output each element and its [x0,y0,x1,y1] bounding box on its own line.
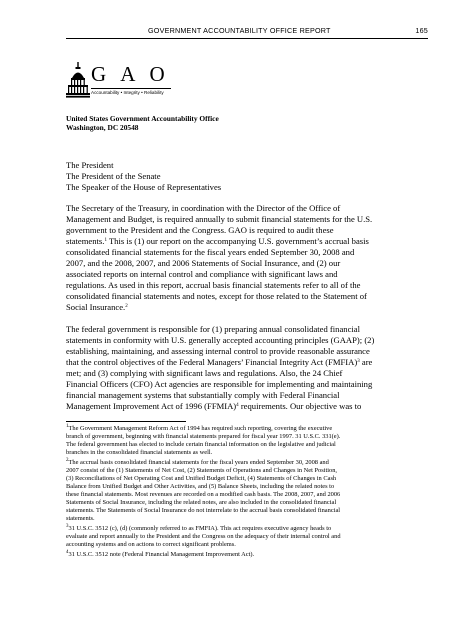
footnote-3-line: accounting systems and on actions to correct significant problems. [66,541,236,548]
footnote-3-line: $^3$31 U.S.C. 3512 (c), (d) (commonly referred to as FMFIA). This act requires executive agency heads to [66,524,332,532]
footnote-2-line: $^2$The accrual basis consolidated financial statements for the fiscal years ended September 30, 2008 and [66,458,329,466]
address-line-2: Washington, DC 20548 [66,123,139,132]
p2-line: statements in conformity with U.S. generally accepted accounting principles (GAAP); (2) [66,335,375,345]
p2-last-b: requirements. Our objective was to [238,401,362,411]
footnote-ref-4: 4 [236,403,239,408]
footnote-ref-2: 2 [125,304,128,309]
footnote-4-mark: 4 [66,550,69,555]
p2-last-a: Management Improvement Act of 1996 (FFMIA) [66,401,237,411]
p1-line: government to the President and the Congress. GAO is required to audit these [66,225,334,235]
p2-line [66,401,361,412]
recipient-senate: The President of the Senate [66,171,161,181]
logo-tagline: Accountability • Integrity • Reliability [91,90,164,95]
capitol-dome-icon [66,62,90,102]
p1-line: consolidated financial statements for the fiscal years ended September 30, 2008 and [66,247,355,257]
p1-line [66,302,128,313]
p2-line4-b: are [359,357,373,367]
footnote-ref-1: 1 [104,238,107,243]
header-title: GOVERNMENT ACCOUNTABILITY OFFICE REPORT [148,26,331,35]
footnote-2-line: statements. [66,515,95,522]
p2-line: Financial Officers (CFO) Act agencies are responsible for implementing and maintaining [66,379,373,389]
p1-line [66,236,369,247]
footnote-1-line: branch of government, beginning with financial statements prepared for fiscal year 1997. 31 U.S.C. 331(e). [66,433,341,440]
logo-rule [91,88,171,89]
footnote-3-mark: 3 [66,524,69,529]
recipient-president: The President [66,160,114,170]
footnote-1-mark: 1 [66,424,69,429]
p1-line: regulations. As used in this report, accrual basis financial statements refer to all of the [66,280,361,290]
p1-line: associated reports on internal control and compliance with significant laws and [66,269,338,279]
footnote-2-line: these financial statements. Most revenues are recorded on a modified cash basis. The 2008, 2007, and 2006 [66,491,341,498]
p1-line: The Secretary of the Treasury, in coordination with the Director of the Office of [66,203,341,213]
footnote-2-line: (3) Reconciliations of Net Operating Cost and Unified Budget Deficit, (4) Statements of Changes in Cash [66,475,337,482]
footnote-2-line: Statements of Social Insurance, including the related notes, are also included in the consolidated financial [66,499,337,506]
footnote-ref-3: 3 [357,359,360,364]
footnote-1-line: branches in the consolidated financial statements as well. [66,449,213,456]
page-header [66,26,428,38]
footnote-4-line: $^4$31 U.S.C. 3512 note (Federal Financial Management Improvement Act). [66,550,255,558]
address-line-1: United States Government Accountability Office [66,114,219,123]
footnote-2-mark: 2 [66,458,69,463]
footnote-2-line: 2007 consist of the (1) Statements of Net Cost, (2) Statements of Operations and Changes in Net Position, [66,467,338,474]
p2-line [66,357,372,368]
footnote-2-line: Balance from Unified Budget and Other Activities, and (5) Balance Sheets, including the related notes to [66,483,335,490]
page-number: 165 [415,26,428,35]
gao-logo [66,62,186,112]
p1-line: Management and Budget, is required annually to submit financial statements for the U.S. [66,214,373,224]
footnote-2-line: statements. The Statements of Social Insurance do not interrelate to the accrual basis consolidated financial [66,507,341,514]
p2-line4-a: that the control objectives of the Federal Managers’ Financial Integrity Act (FMFIA) [66,357,358,367]
header-rule [66,38,428,39]
footnote-1-line: The federal government has elected to include certain financial information on the legislative and judicial [66,441,336,448]
p1-line4-text: This is (1) our report on the accompanying U.S. government’s accrual basis [108,236,369,246]
p2-line: met; and (3) complying with significant laws and regulations. Also, the 24 Chief [66,368,343,378]
recipient-house: The Speaker of the House of Representatives [66,182,222,192]
p1-line: 2007, and the 2008, 2007, and 2006 Statements of Social Insurance, and (2) our [66,258,341,268]
footnote-1-line: $^1$The Government Management Reform Act of 1994 has required such reporting, covering the executive [66,424,333,432]
footnote-rule [66,421,186,422]
p2-line: financial management systems that substantially comply with Federal Financial [66,390,340,400]
p1-line: consolidated financial statements and notes, except for those related to the Statement of [66,291,367,301]
gao-wordmark: G A O [91,62,170,86]
p1-line4-prefix: statements. [66,236,105,246]
footnote-3-line: evaluate and report annually to the President and the Congress on the adequacy of their internal control and [66,533,341,540]
p2-line: establishing, maintaining, and assessing internal control to provide reasonable assurance [66,346,370,356]
p2-line: The federal government is responsible for (1) preparing annual consolidated financial [66,324,360,334]
p1-last-text: Social Insurance. [66,302,126,312]
